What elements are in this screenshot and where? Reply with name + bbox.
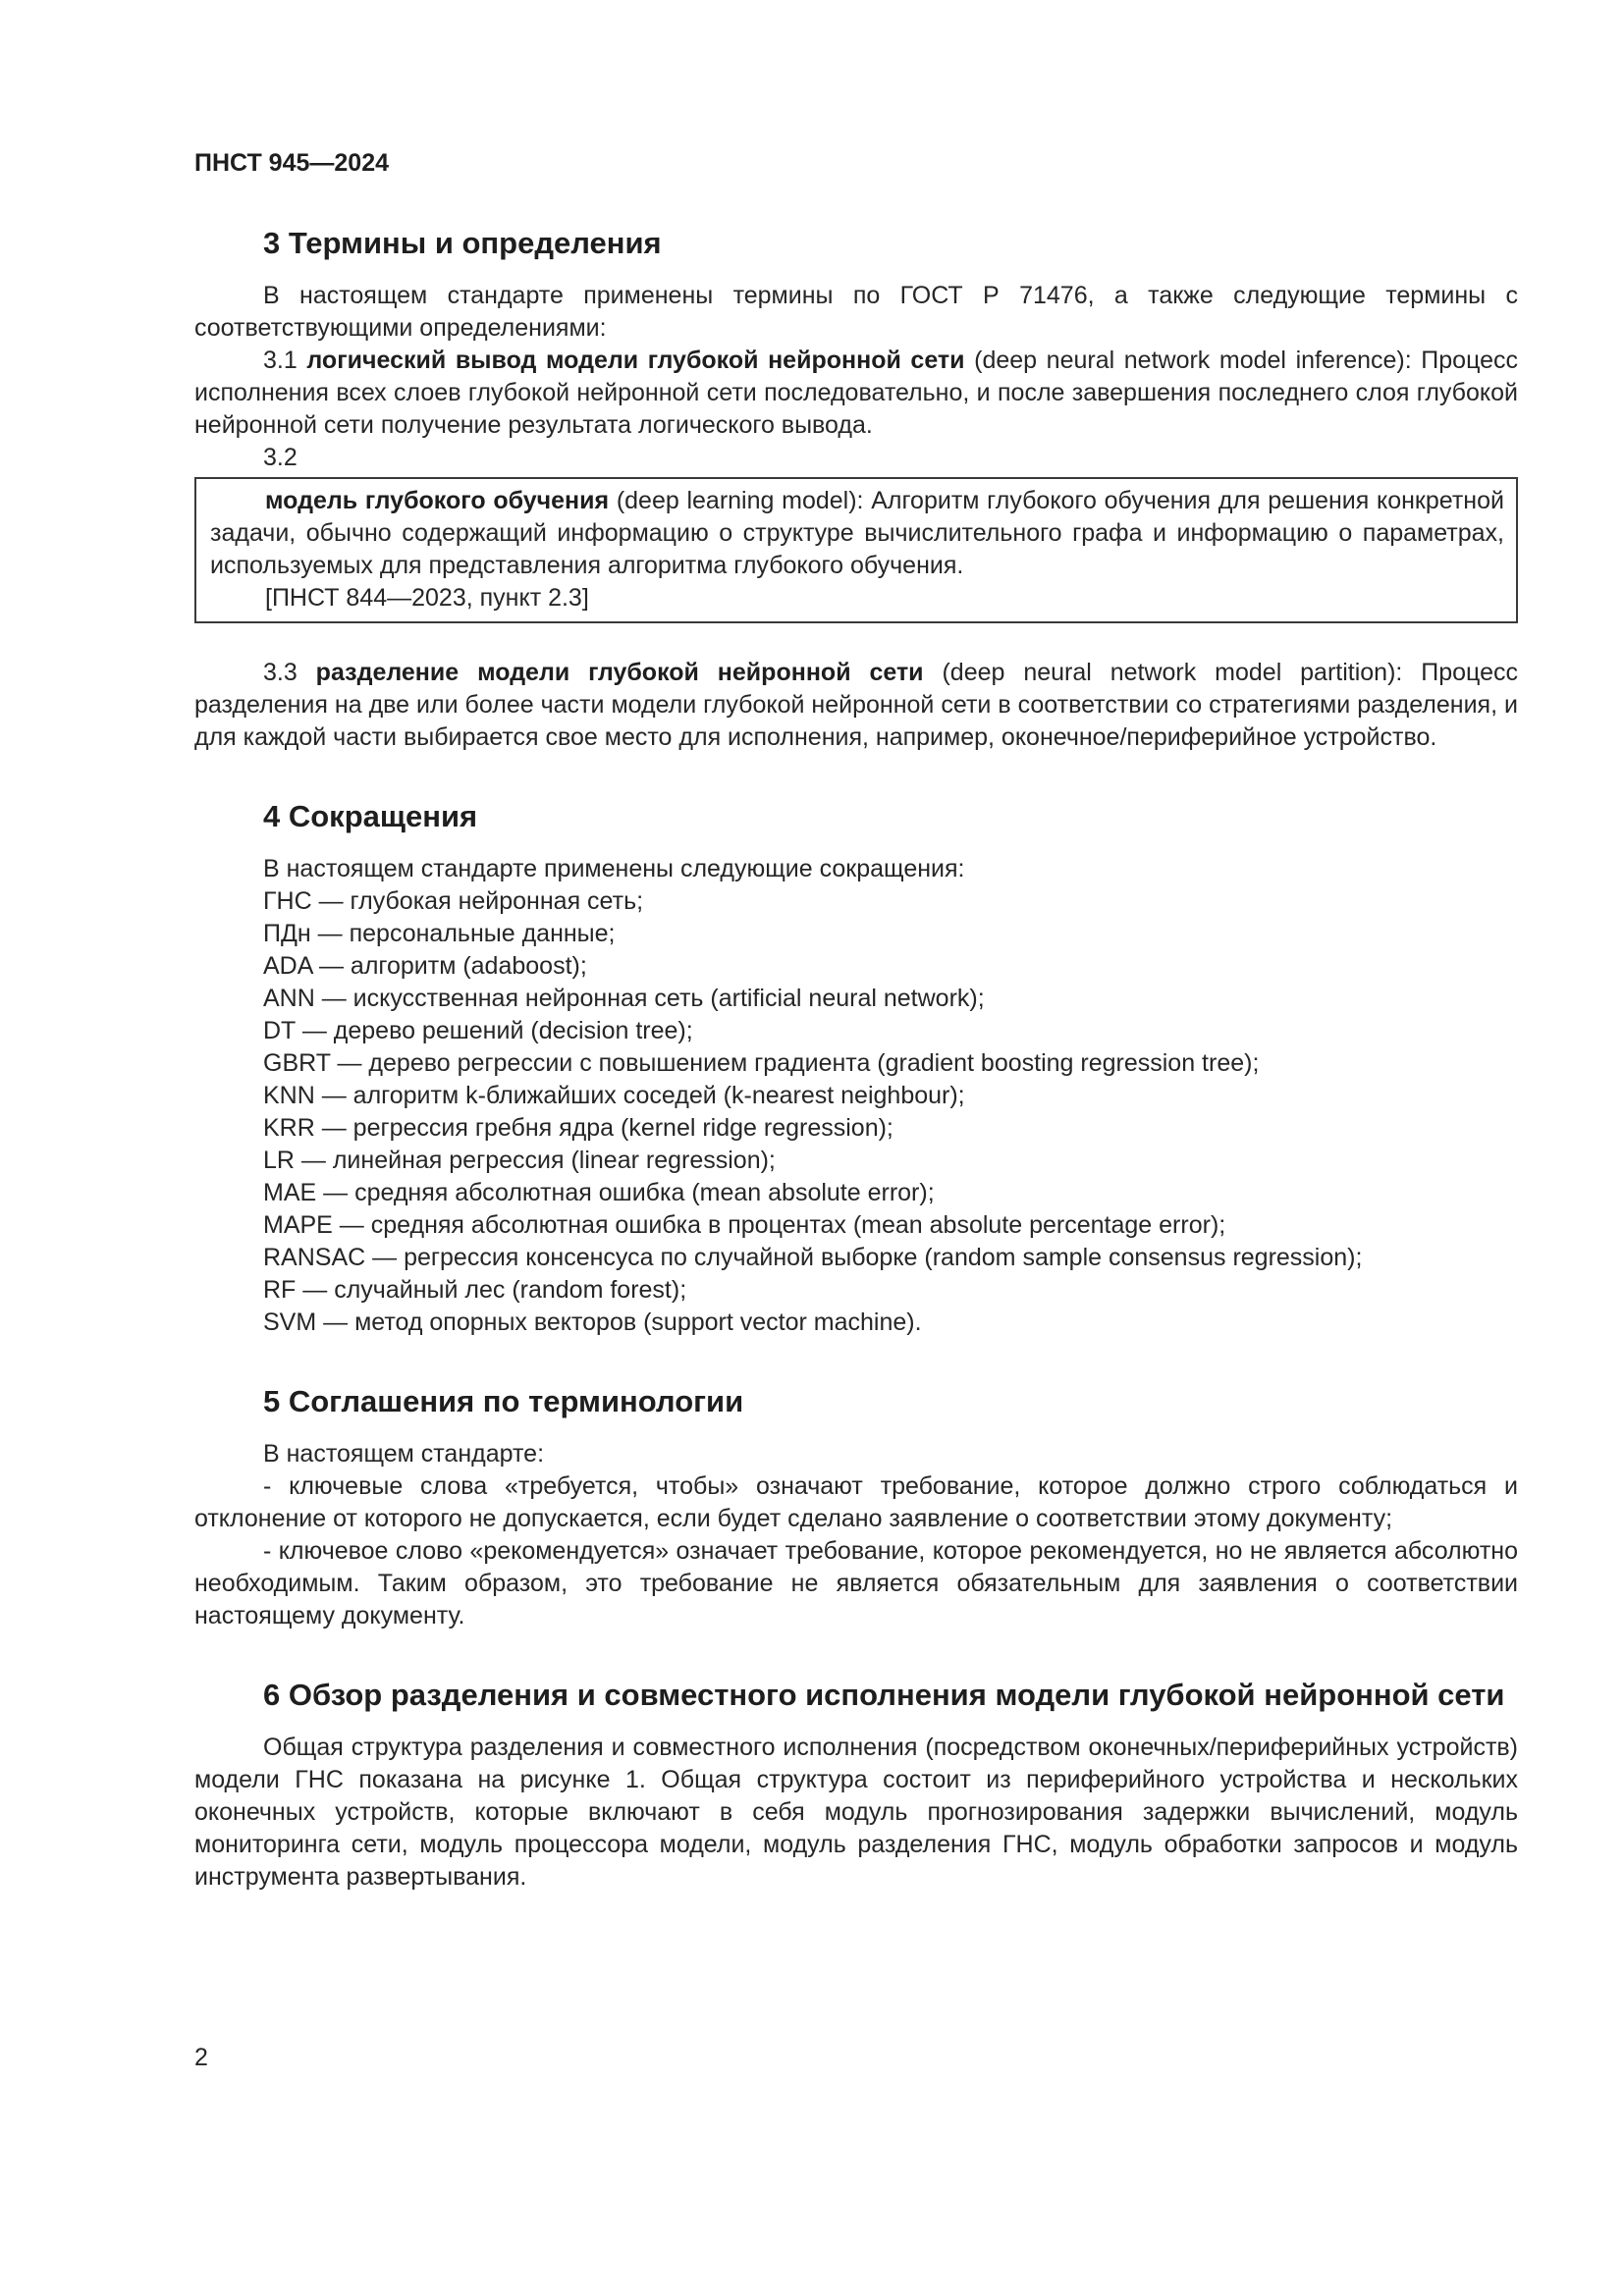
abbreviation-item: KRR — регрессия гребня ядра (kernel ridge regression);: [263, 1114, 893, 1142]
term-3-2-number: 3.2: [263, 444, 298, 471]
abbreviation-item: ANN — искусственная нейронная сеть (artificial neural network);: [263, 985, 985, 1012]
page-content: [194, 224, 1518, 1894]
term-3-2-source: [ПНСТ 844—2023, пункт 2.3]: [265, 584, 589, 612]
abbreviation-item: RF — случайный лес (random forest);: [263, 1276, 687, 1304]
section-3-intro: В настоящем стандарте применены термины по ГОСТ Р 71476, а также следующие термины с соответствующими определениями:: [194, 282, 1518, 342]
term-3-1-definition: (deep neural network model inference): Процесс исполнения всех слоев глубокой нейронной сети последовательно, и после завершения последнего слоя глубокой нейронной сети получение результата логического вывода.: [194, 347, 1519, 439]
section-6-heading: 6 Обзор разделения и совместного исполнения модели глубокой нейронной сети: [263, 1678, 1505, 1712]
abbreviation-list: [194, 885, 1518, 1339]
page-number: 2: [194, 2044, 208, 2071]
section-5-paragraph-2: - ключевое слово «рекомендуется» означает требование, которое рекомендуется, но не является абсолютно необходимым. Таким образом, это требование не является обязательным для заявления о соответствии настоящему документу.: [194, 1537, 1518, 1629]
term-3-3: [194, 657, 1518, 754]
abbreviation-item: MAPE — средняя абсолютная ошибка в процентах (mean absolute percentage error);: [263, 1211, 1226, 1239]
section-5-heading: 5 Соглашения по терминологии: [263, 1384, 744, 1418]
abbreviation-item: LR — линейная регрессия (linear regression);: [263, 1147, 776, 1174]
term-3-1-term: логический вывод модели глубокой нейронной сети: [306, 347, 965, 374]
term-3-1-number: 3.1: [263, 347, 298, 374]
abbreviation-item: KNN — алгоритм k-ближайших соседей (k-nearest neighbour);: [263, 1082, 965, 1109]
term-3-3-number: 3.3: [263, 659, 298, 686]
term-3-3-term: разделение модели глубокой нейронной сети: [315, 659, 924, 686]
abbreviation-item: SVM — метод опорных векторов (support vector machine).: [263, 1308, 922, 1336]
term-3-3-definition: (deep neural network model partition): Процесс разделения на две или более части модели глубокой нейронной сети в соответствии со стратегиями разделения, и для каждой части выбирается свое место для исполнения, например, оконечное/периферийное устройство.: [194, 659, 1518, 751]
abbreviation-item: ГНС — глубокая нейронная сеть;: [263, 887, 644, 915]
abbreviation-item: MAE — средняя абсолютная ошибка (mean absolute error);: [263, 1179, 935, 1206]
abbreviation-item: GBRT — дерево регрессии с повышением градиента (gradient boosting regression tree);: [263, 1049, 1260, 1077]
term-3-2: [210, 485, 1504, 582]
section-5-paragraph-1: - ключевые слова «требуется, чтобы» означают требование, которое должно строго соблюдаться и отклонение от которого не допускается, если будет сделано заявление о соответствии этому документу;: [194, 1472, 1518, 1532]
abbreviation-item: RANSAC — регрессия консенсуса по случайной выборке (random sample consensus regression);: [263, 1244, 1363, 1271]
section-4-heading: 4 Сокращения: [263, 799, 478, 833]
section-3-heading: 3 Термины и определения: [263, 226, 662, 260]
abbreviation-item: ADA — алгоритм (adaboost);: [263, 952, 587, 980]
term-3-1: [194, 345, 1518, 442]
term-3-2-term: модель глубокого обучения: [265, 487, 610, 514]
section-5-intro: В настоящем стандарте:: [263, 1440, 545, 1468]
term-3-2-definition: (deep learning model): Алгоритм глубокого обучения для решения конкретной задачи, обычно содержащий информацию о структуре вычислительного графа и информацию о параметрах, используемых для представления алгоритма глубокого обучения.: [210, 487, 1504, 579]
term-3-2-box: [194, 477, 1518, 623]
document-id: ПНСТ 945—2024: [194, 149, 389, 177]
abbreviation-item: ПДн — персональные данные;: [263, 920, 616, 947]
section-6-paragraph-1: Общая структура разделения и совместного исполнения (посредством оконечных/периферийных устройств) модели ГНС показана на рисунке 1. Общая структура состоит из периферийного устройства и нескольких оконечных устройств, которые включают в себя модуль прогнозирования задержки вычислений, модуль мониторинга сети, модуль процессора модели, модуль разделения ГНС, модуль обработки запросов и модуль инструмента развертывания.: [194, 1734, 1518, 1891]
section-4-intro: В настоящем стандарте применены следующие сокращения:: [263, 855, 965, 882]
abbreviation-item: DT — дерево решений (decision tree);: [263, 1017, 693, 1044]
